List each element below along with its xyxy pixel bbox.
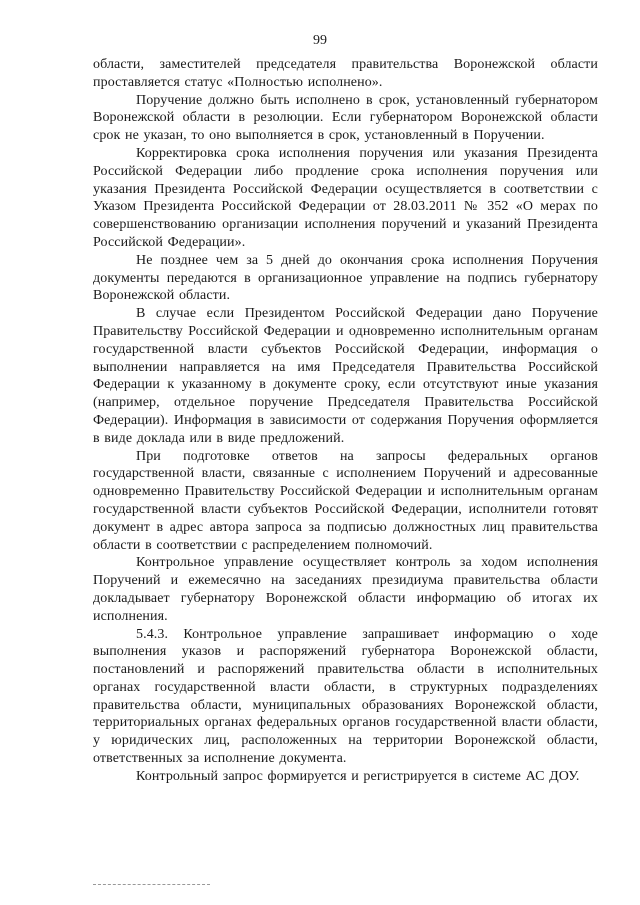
paragraph-signature: Не позднее чем за 5 дней до окончания срока исполнения Поручения документы передаются в организационное управление на подпись губернатору Воронежской области. bbox=[93, 252, 598, 304]
paragraph-continuation: области, заместителей председателя правительства Воронежской области проставляется статус «Полностью исполнено». bbox=[93, 57, 598, 90]
paragraph-federal-requests: При подготовке ответов на запросы федеральных органов государственной власти, связанные с исполнением Поручений и адресованные одновременно Правительству Российской Федерации и исполнительным органам государственной власти субъектов Российской Федерации, исполнители готовят документ в адрес автора запроса за подписью должностных лиц правительства области в соответствии с распределением полномочий. bbox=[93, 448, 598, 553]
paragraph-president-order: В случае если Президентом Российской Федерации дано Поручение Правительству Российской Федерации и одновременно исполнительным органам государственной власти субъектов Российской Федерации, информация о выполнении направляется на имя Председателя Правительства Российской Федерации к указанному в документе сроку, если отсутствуют иные указания (например, отдельное поручение Председателя Правительства Российской Федерации). Информация в зависимости от содержания Поручения оформляется в виде доклада или в виде предложений. bbox=[93, 306, 598, 446]
document-body bbox=[93, 56, 598, 786]
footer-divider bbox=[93, 884, 210, 885]
page-number: 99 bbox=[313, 33, 327, 48]
paragraph-correction: Корректировка срока исполнения поручения или указания Президента Российской Федерации либо продление срока исполнения поручения или указания Президента Российской Федерации осуществляется в соответствии с Указом Президента Российской Федерации от 28.03.2011 № 352 «О мерах по совершенствованию организации исполнения поручений и указаний Президента Российской Федерации». bbox=[93, 145, 598, 250]
paragraph-control: Контрольное управление осуществляет контроль за ходом исполнения Поручений и ежемесячно на заседаниях президиума правительства области докладывает губернатору Воронежской области информацию об итогах их исполнения. bbox=[93, 555, 598, 624]
paragraph-5-4-3: 5.4.3. Контрольное управление запрашивает информацию о ходе выполнения указов и распоряжений губернатора Воронежской области, постановлений и распоряжений правительства области в исполнительных органах государственной власти области, в структурных подразделениях правительства области, муниципальных образованиях Воронежской области, территориальных органах федеральных органов государственной власти области, у юридических лиц, расположенных на территории Воронежской области, ответственных за исполнение документа. bbox=[93, 626, 598, 767]
paragraph-control-request: Контрольный запрос формируется и регистрируется в системе АС ДОУ. bbox=[136, 768, 580, 784]
paragraph-deadline: Поручение должно быть исполнено в срок, установленный губернатором Воронежской области в резолюции. Если губернатором Воронежской области срок не указан, то оно выполняется в срок, установленный в Поручении. bbox=[93, 92, 598, 144]
